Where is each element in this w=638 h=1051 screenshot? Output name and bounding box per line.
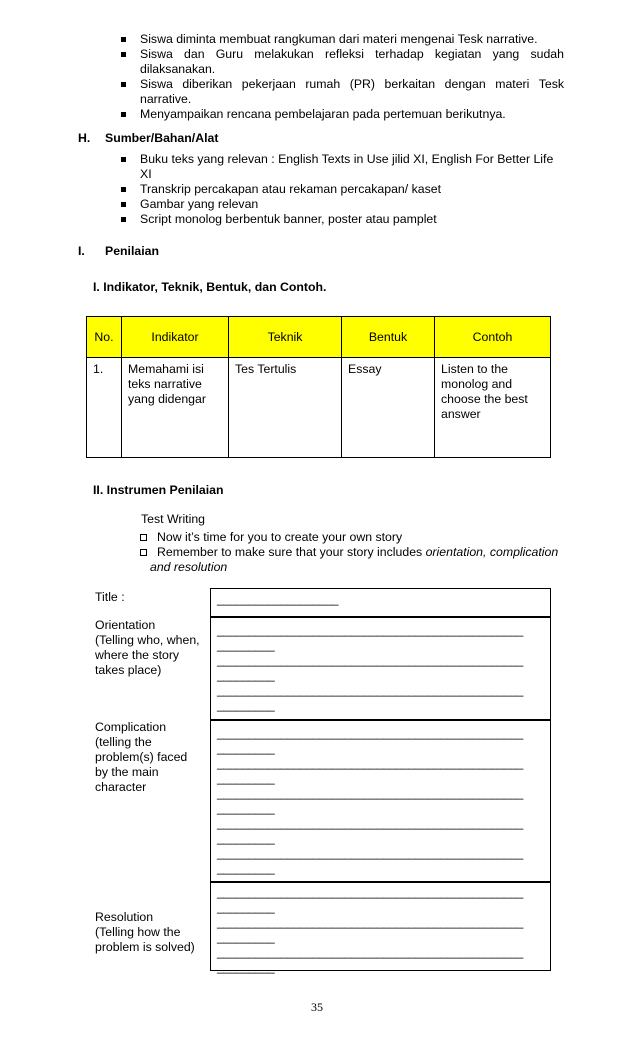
table-cell: 1.: [87, 358, 122, 458]
resolution-block: [95, 910, 207, 955]
table-cell: Tes Tertulis: [229, 358, 342, 458]
table-cell: Memahami isi teks narrative yang didengar: [122, 358, 229, 458]
table-header-cell: Bentuk: [342, 317, 435, 358]
subsection-1-title: I. Indikator, Teknik, Bentuk, dan Contoh.: [93, 280, 327, 294]
list-item: Transkrip percakapan atau rekaman percakapan/ kaset: [140, 182, 564, 197]
table-row: [87, 358, 551, 458]
orientation-label: Orientation: [95, 618, 156, 632]
table-header-cell: Contoh: [435, 317, 551, 358]
square-bullet-icon: [121, 202, 126, 207]
table-header-cell: Teknik: [229, 317, 342, 358]
section-i-letter: I.: [78, 244, 85, 258]
square-bullet-icon: [121, 217, 126, 222]
square-bullet-icon: [121, 157, 126, 162]
resolution-answer-box[interactable]: [210, 881, 551, 974]
table-header-cell: Indikator: [122, 317, 229, 358]
square-bullet-icon: [121, 82, 126, 87]
orientation-block: [95, 618, 207, 678]
table-cell: Essay: [342, 358, 435, 458]
complication-answer-lines: ________________________________________________ _________ ________________________________________________ _________ ________________________________________________ _________ ________________________________________________ _________ ________________________________________________ _________: [217, 726, 523, 875]
table-header-row: [87, 317, 551, 358]
title-answer-box[interactable]: [210, 588, 551, 618]
complication-block: [95, 720, 195, 795]
list-item: Script monolog berbentuk banner, poster atau pamplet: [140, 212, 564, 227]
title-answer-line: ___________________: [217, 592, 339, 606]
subsection-2-title: II. Instrumen Penilaian: [93, 483, 224, 497]
section-i-title: Penilaian: [105, 244, 159, 258]
test-checklist: [157, 530, 567, 560]
resolution-desc: (Telling how the problem is solved): [95, 925, 195, 954]
orientation-desc: (Telling who, when, where the story takes place): [95, 633, 200, 677]
page-number: 35: [311, 1000, 323, 1014]
section-h-title: Sumber/Bahan/Alat: [105, 131, 219, 145]
section-h-letter: H.: [78, 131, 91, 145]
list-item: Menyampaikan rencana pembelajaran pada pertemuan berikutnya.: [140, 107, 564, 122]
orientation-answer-box[interactable]: [210, 616, 551, 721]
complication-desc: (telling the problem(s) faced by the main character: [95, 735, 188, 794]
top-bullet-list: [140, 32, 564, 122]
table-header-cell: No.: [87, 317, 122, 358]
complication-answer-box[interactable]: [210, 719, 551, 883]
resolution-answer-lines: ________________________________________________ _________ ________________________________________________ _________ ________________________________________________ _________: [217, 885, 523, 974]
square-bullet-icon: [121, 52, 126, 57]
list-item: Siswa dan Guru melakukan refleksi terhadap kegiatan yang sudah dilaksanakan.: [140, 47, 564, 77]
checklist-continuation: and resolution: [150, 560, 228, 574]
section-h-list: [140, 152, 564, 227]
complication-label: Complication: [95, 720, 167, 734]
list-item: Siswa diberikan pekerjaan rumah (PR) berkaitan dengan materi Tesk narrative.: [140, 77, 564, 107]
table-cell: Listen to the monolog and choose the best answer: [435, 358, 551, 458]
indicator-table: [86, 316, 551, 458]
list-item: Now it’s time for you to create your own story: [157, 530, 567, 545]
list-item: Gambar yang relevan: [140, 197, 564, 212]
checkbox-bullet-icon: [140, 549, 147, 556]
list-item: Buku teks yang relevan : English Texts in Use jilid XI, English For Better Life XI: [140, 152, 564, 182]
square-bullet-icon: [121, 112, 126, 117]
resolution-label: Resolution: [95, 910, 154, 924]
orientation-answer-lines: ________________________________________________ _________ ________________________________________________ _________ ________________________________________________ _________: [217, 623, 523, 712]
title-label: Title :: [95, 590, 125, 604]
square-bullet-icon: [121, 187, 126, 192]
test-title: Test Writing: [141, 512, 206, 526]
square-bullet-icon: [121, 37, 126, 42]
list-item: Siswa diminta membuat rangkuman dari materi mengenai Tesk narrative.: [140, 32, 564, 47]
list-item: Remember to make sure that your story includes orientation, complication: [157, 545, 567, 560]
checkbox-bullet-icon: [140, 534, 147, 541]
